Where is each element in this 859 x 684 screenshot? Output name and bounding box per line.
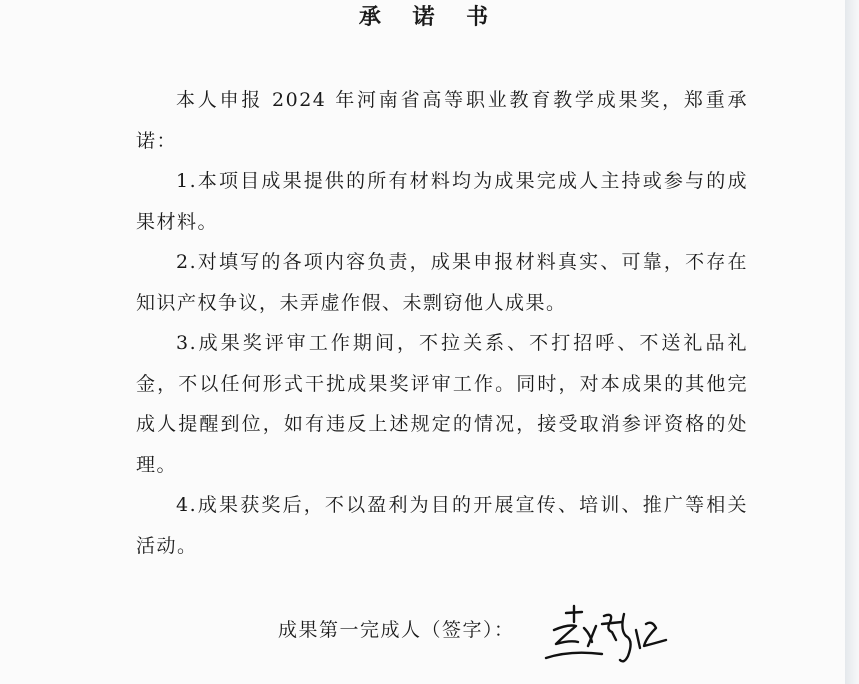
intro-paragraph: 本人申报 2024 年河南省高等职业教育教学成果奖，郑重承诺： [136,89,748,152]
commitment-item-4: 4.成果获奖后，不以盈利为目的开展宣传、培训、推广等相关活动。 [136,494,748,557]
commitment-item-2: 2.对填写的各项内容负责，成果申报材料真实、可靠，不存在知识产权争议，未弄虚作假、未剽窃他人成果。 [136,251,748,314]
document-title: 承 诺 书 [358,4,501,30]
handwritten-signature [540,600,670,670]
page-edge [845,0,859,684]
document-body [136,80,748,566]
commitment-item-1: 1.本项目成果提供的所有材料均为成果完成人主持或参与的成果材料。 [136,170,748,233]
signature-label: 成果第一完成人（签字）： [278,619,515,641]
commitment-item-3: 3.成果奖评审工作期间，不拉关系、不打招呼、不送礼品礼金，不以任何形式干扰成果奖评审工作。同时，对本成果的其他完成人提醒到位，如有违反上述规定的情况，接受取消参评资格的处理。 [136,332,748,476]
